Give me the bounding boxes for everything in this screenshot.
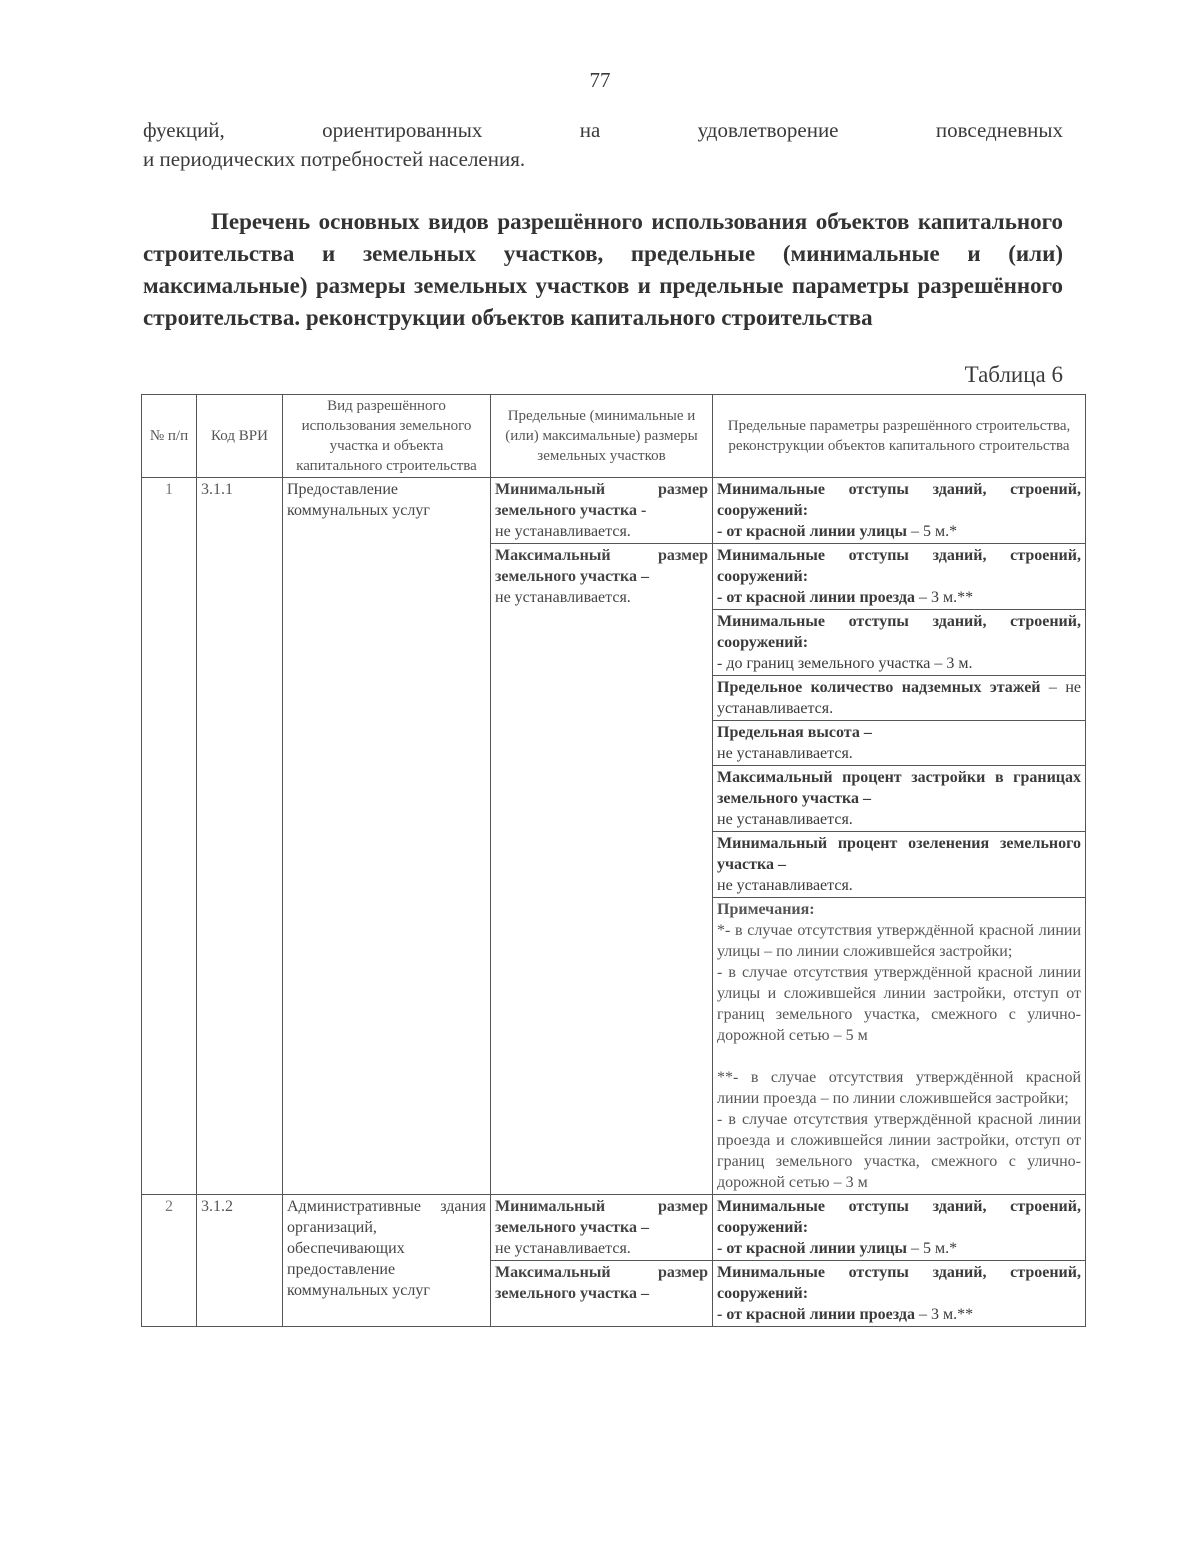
section-heading: Перечень основных видов разрешённого использования объектов капитального строительства и земельных участков, предельные (минимальные и (или) максимальные) размеры земельных участков и предельные параметры разрешённого строительства. реконструкции объектов капитального строительства [143,209,1063,330]
param-sublabel: - от красной линии улицы [717,1240,907,1257]
row-num: 1 [142,478,197,1195]
param-label: Минимальные отступы зданий, строений, сооружений: [717,547,1081,585]
min-size-label: Минимальный размер земельного участка - [495,481,708,519]
param-label: Минимальный процент озеленения земельного участка – [717,835,1081,873]
min-size-label: Минимальный размер земельного участка – [495,1198,708,1236]
table-row [142,1195,1086,1261]
row-kind: Административные здания организаций, обеспечивающих предоставление коммунальных услуг [283,1195,491,1327]
note-text: *- в случае отсутствия утверждённой красной линии улицы – по линии сложившейся застройки; [717,922,1081,960]
row-code: 3.1.1 [197,478,283,1195]
max-size-label: Максимальный размер земельного участка – [495,1264,708,1302]
param-cell [713,478,1086,544]
param-label: Минимальные отступы зданий, строений, сооружений: [717,1198,1081,1236]
min-size-cell [491,478,713,544]
page-number: 77 [589,68,611,92]
param-label: Минимальные отступы зданий, строений, сооружений: [717,613,1081,651]
param-cell [713,832,1086,898]
param-label: Минимальные отступы зданий, строений, сооружений: [717,1264,1081,1302]
table-row [142,478,1086,544]
min-size-cell [491,1195,713,1261]
permitted-use-table [141,394,1086,1327]
param-cell [713,610,1086,676]
param-value: – 3 м.** [914,1306,974,1323]
param-value: не устанавливается. [717,877,853,894]
row-num: 2 [142,1195,197,1327]
note-text: **- в случае отсутствия утверждённой красной линии проезда – по линии сложившейся застройки; [717,1069,1081,1107]
param-value: – 5 м.* [907,523,958,540]
param-sublabel: - от красной линии проезда [717,1306,915,1323]
header-kind: Вид разрешённого использования земельного участка и объекта капитального строительства [283,395,491,478]
param-label: Предельная высота – [717,724,872,741]
param-value: – 3 м.** [914,589,974,606]
min-size-value: не устанавливается. [495,523,631,540]
param-value: – 5 м.* [907,1240,958,1257]
param-cell [713,544,1086,610]
param-cell [713,1195,1086,1261]
param-cell [713,721,1086,766]
header-num: № п/п [142,395,197,478]
param-label: Минимальные отступы зданий, строений, сооружений: [717,481,1081,519]
intro-line-1: фуекций, ориентированных на удовлетворение повседневных [143,118,1063,142]
note-text: - в случае отсутствия утверждённой красной линии улицы и сложившейся линии застройки, отступ от границ земельного участка, смежного с улично-дорожной сетью – 5 м [717,964,1081,1044]
max-size-value: не устанавливается. [495,589,631,606]
max-size-label: Максимальный размер земельного участка – [495,547,708,585]
param-cell [713,766,1086,832]
notes-cell [713,898,1086,1195]
param-sublabel: - от красной линии улицы [717,523,907,540]
row-code: 3.1.2 [197,1195,283,1327]
param-cell [713,676,1086,721]
max-size-cell [491,544,713,1195]
param-label: Предельное количество надземных этажей [717,679,1041,696]
param-cell [713,1261,1086,1327]
intro-paragraph [143,116,1063,174]
header-params: Предельные параметры разрешённого строительства, реконструкции объектов капитального строительства [713,395,1086,478]
note-text: - в случае отсутствия утверждённой красной линии проезда и сложившейся линии застройки, отступ от границ земельного участка, смежного с улично-дорожной сетью – 3 м [717,1111,1081,1191]
param-value: – не устанавливается. [717,679,1081,717]
intro-line-2: и периодических потребностей населения. [143,147,526,171]
header-sizes: Предельные (минимальные и (или) максимальные) размеры земельных участков [491,395,713,478]
max-size-cell [491,1261,713,1327]
notes-title: Примечания: [717,901,815,918]
table-header-row [142,395,1086,478]
header-code: Код ВРИ [197,395,283,478]
param-value: не устанавливается. [717,811,853,828]
min-size-value: не устанавливается. [495,1240,631,1257]
param-value: не устанавливается. [717,745,853,762]
param-value: - до границ земельного участка – 3 м. [717,655,973,672]
row-kind: Предоставление коммунальных услуг [283,478,491,1195]
table-caption: Таблица 6 [964,362,1063,387]
param-label: Максимальный процент застройки в границах земельного участка – [717,769,1081,807]
param-sublabel: - от красной линии проезда [717,589,915,606]
